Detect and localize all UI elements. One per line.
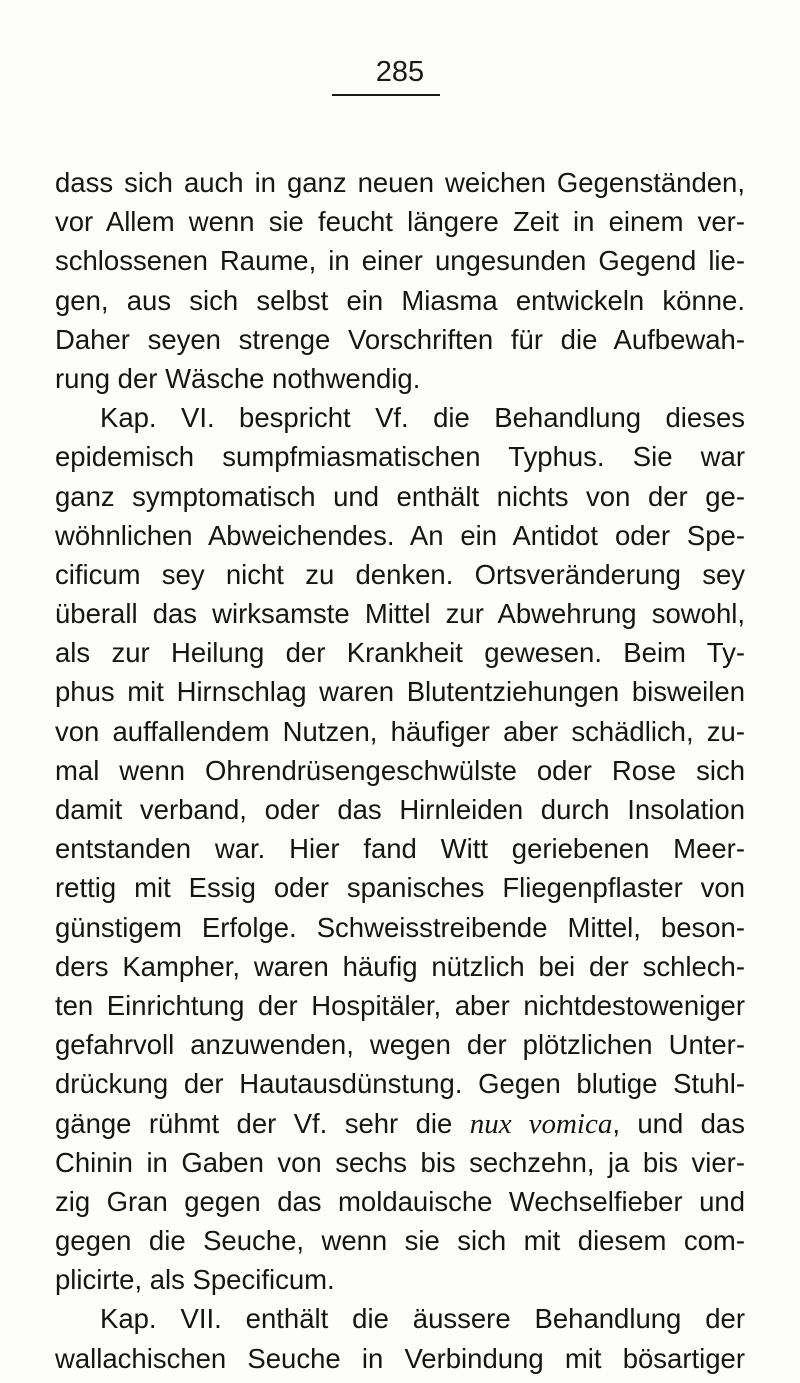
text-line: Kap. VII. enthält die äussere Behandlung der [100, 1303, 745, 1335]
text-line: als zur Heilung der Krankheit gewesen. Beim Ty- [55, 637, 745, 669]
text-line: epidemisch sumpfmiasmatischen Typhus. Sie war [55, 441, 745, 473]
text-line-with-italic [55, 1104, 745, 1143]
text-line: entstanden war. Hier fand Witt geriebenen Meer- [55, 833, 745, 865]
text-line: wallachischen Seuche in Verbindung mit bösartiger [55, 1342, 745, 1374]
text-line: drückung der Hautausdünstung. Gegen blutige Stuhl- [55, 1068, 745, 1100]
text-line: gegen die Seuche, wenn sie sich mit diesem com- [55, 1225, 745, 1257]
text-segment: , und das [612, 1107, 745, 1139]
text-segment: gänge rühmt der Vf. sehr die [55, 1107, 470, 1139]
text-line: mal wenn Ohrendrüsengeschwülste oder Rose sich [55, 754, 745, 786]
text-line: damit verband, oder das Hirnleiden durch Insolation [55, 794, 745, 825]
text-line: Daher seyen strenge Vorschriften für die Aufbewah- [55, 323, 745, 355]
text-line: dass sich auch in ganz neuen weichen Gegenständen, [55, 167, 745, 198]
text-line: überall das wirksamste Mittel zur Abwehrung sowohl, [55, 598, 745, 630]
body-text [55, 163, 745, 1378]
text-line: phus mit Hirnschlag waren Blutentziehungen bisweilen [55, 676, 745, 708]
text-line: gen, aus sich selbst ein Miasma entwickeln könne. [55, 284, 745, 316]
text-line: rung der Wäsche nothwendig. [55, 362, 421, 394]
text-line: schlossenen Raume, in einer ungesunden Gegend lie- [55, 245, 745, 277]
text-line: plicirte, als Specificum. [55, 1264, 335, 1296]
text-line: von auffallendem Nutzen, häufiger aber schädlich, zu- [55, 715, 745, 747]
page-number: 285 [375, 56, 425, 88]
text-line: gefahrvoll anzuwenden, wegen der plötzlichen Unter- [55, 1029, 745, 1061]
page-number-underline [332, 94, 440, 96]
text-line: zig Gran gegen das moldauische Wechselfieber und [55, 1185, 745, 1217]
text-line: Chinin in Gaben von sechs bis sechzehn, ja bis vier- [55, 1146, 745, 1178]
text-line: rettig mit Essig oder spanisches Fliegenpflaster von [55, 872, 745, 904]
italic-term: nux vomica [469, 1107, 613, 1140]
text-line: Kap. VI. bespricht Vf. die Behandlung dieses [100, 402, 745, 434]
text-line: vor Allem wenn sie feucht längere Zeit in einem ver- [55, 206, 745, 238]
text-line: ders Kampher, waren häufig nützlich bei der schlech- [55, 950, 745, 982]
text-line: ten Einrichtung der Hospitäler, aber nichtdestoweniger [55, 989, 745, 1021]
text-line: cificum sey nicht zu denken. Ortsveränderung sey [55, 558, 745, 590]
text-line: ganz symptomatisch und enthält nichts von der ge- [55, 480, 745, 512]
text-line: günstigem Erfolge. Schweisstreibende Mittel, beson- [55, 911, 745, 943]
text-line: wöhnlichen Abweichendes. An ein Antidot oder Spe- [55, 519, 745, 551]
